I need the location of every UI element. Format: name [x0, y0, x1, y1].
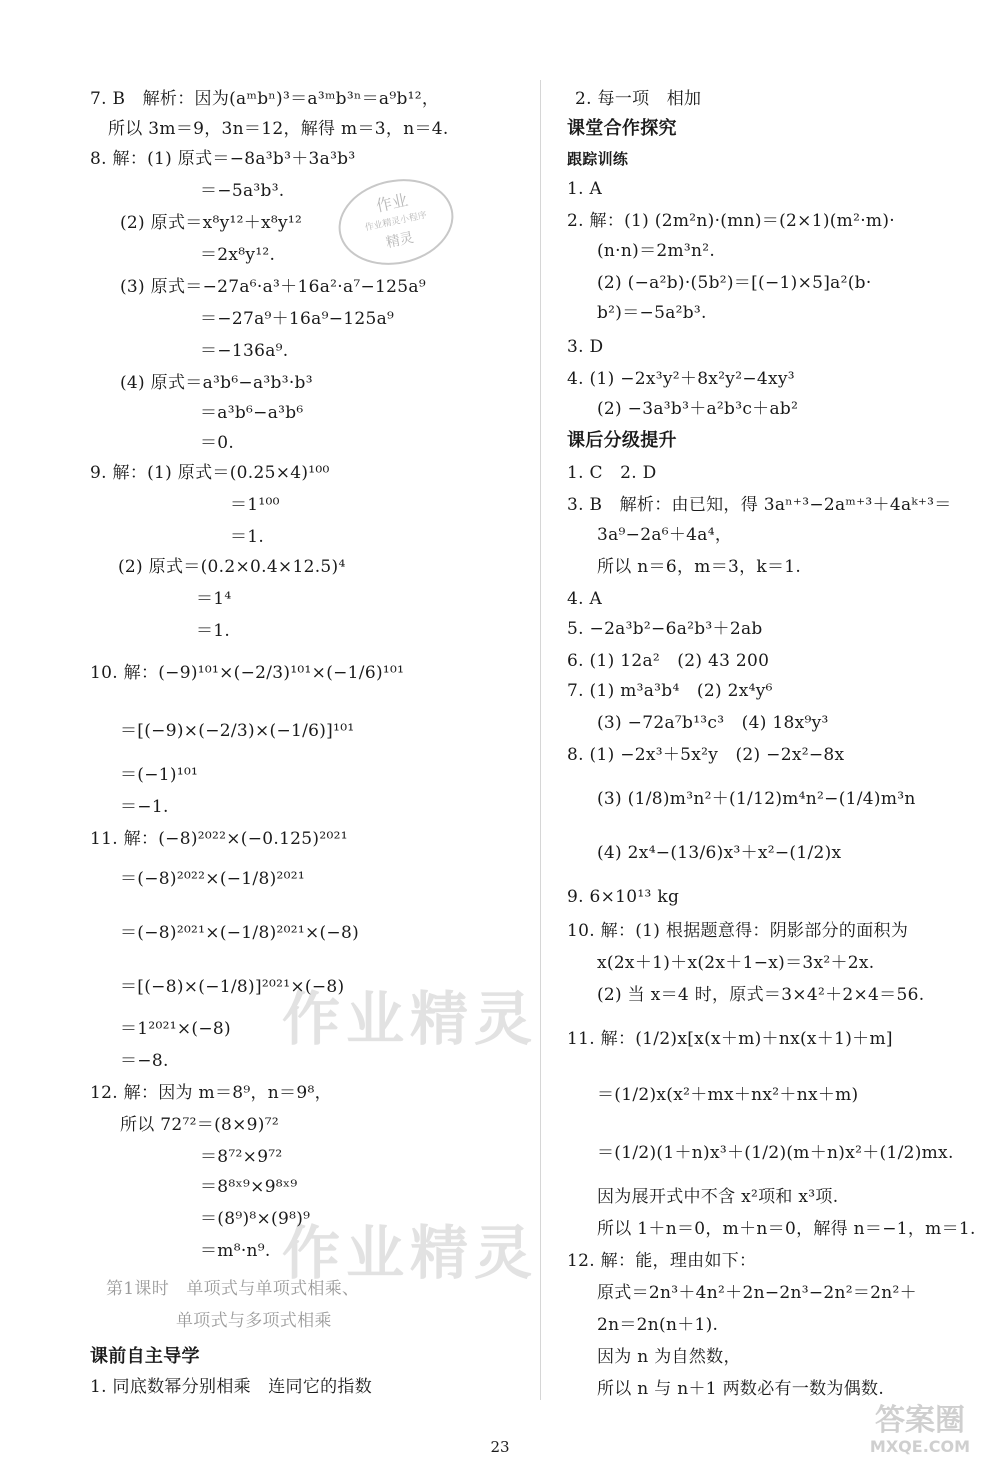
- answer-line: 11. 解：(1/2)x[x(x＋m)＋nx(x＋1)＋m]: [567, 1029, 893, 1049]
- answer-line: (2) −3a³b³＋a²b³c＋ab²: [597, 399, 799, 419]
- answer-line: ＝−136a⁹.: [200, 341, 289, 361]
- answer-line: ＝1⁴: [196, 589, 232, 609]
- answer-line: x(2x＋1)＋x(2x＋1−x)＝3x²＋2x.: [597, 953, 875, 973]
- answer-line: ＝1.: [230, 527, 265, 547]
- answer-line: 1. 同底数幂分别相乘 连同它的指数: [90, 1377, 373, 1397]
- answer-line: ＝1.: [196, 621, 231, 641]
- answer-line: ＝[(−9)×(−2/3)×(−1/6)]¹⁰¹: [120, 721, 355, 741]
- answer-line: (2) 原式＝x⁸y¹²＋x⁸y¹²: [120, 213, 303, 233]
- answer-line: ＝8⁷²×9⁷²: [200, 1147, 283, 1167]
- answer-line: ＝1²⁰²¹×(−8): [120, 1019, 231, 1039]
- answer-line: 所以 n 与 n＋1 两数必有一数为偶数.: [597, 1379, 885, 1399]
- answer-line: 9. 解：(1) 原式＝(0.25×4)¹⁰⁰: [90, 463, 330, 483]
- answer-line: 3. B 解析：由已知，得 3aⁿ⁺³−2aᵐ⁺³＋4aᵏ⁺³＝: [567, 495, 952, 515]
- stamp-line-2: 作业精灵小程序: [364, 210, 428, 234]
- answer-line: ＝(−8)²⁰²²×(−1/8)²⁰²¹: [120, 869, 305, 889]
- answer-line: 9. 6×10¹³ kg: [567, 887, 680, 907]
- answer-line: ＝(8⁹)⁸×(9⁸)⁹: [200, 1209, 311, 1229]
- answer-line: 2. 每一项 相加: [575, 89, 702, 109]
- answer-line: ＝−5a³b³.: [200, 181, 285, 201]
- answer-line: 所以 72⁷²＝(8×9)⁷²: [120, 1115, 279, 1135]
- subheading-practice: 跟踪训练: [567, 150, 629, 168]
- stamp-line-3: 精灵: [384, 229, 416, 252]
- watermark-1: 作业精灵: [282, 985, 539, 1053]
- answer-line: (4) 2x⁴−(13/6)x³＋x²−(1/2)x: [597, 843, 842, 863]
- lesson-title-line-2: 单项式与多项式相乘: [176, 1311, 332, 1331]
- answer-line: (3) (1/8)m³n²＋(1/12)m⁴n²−(1/4)m³n: [597, 789, 916, 809]
- answer-line: 12. 解：能，理由如下：: [567, 1251, 757, 1271]
- answer-line: ＝−1.: [120, 797, 169, 817]
- answer-line: (n·n)＝2m³n².: [597, 241, 716, 261]
- site-logo-url: MXQE.COM: [869, 1437, 971, 1456]
- answer-line: 6. (1) 12a² (2) 43 200: [567, 651, 770, 671]
- answer-line: ＝−8.: [120, 1051, 169, 1071]
- answer-line: 所以 n＝6，m＝3，k＝1.: [597, 557, 802, 577]
- answer-line: 11. 解：(−8)²⁰²²×(−0.125)²⁰²¹: [90, 829, 348, 849]
- homework-stamp: [331, 169, 462, 275]
- answer-line: ＝(−1)¹⁰¹: [120, 765, 199, 785]
- answer-line: 所以 1＋n＝0，m＋n＝0，解得 n＝−1，m＝1.: [597, 1219, 976, 1239]
- answer-line: 7. B 解析：因为(aᵐbⁿ)³＝a³ᵐb³ⁿ＝a⁹b¹²，: [90, 89, 440, 109]
- answer-line: ＝8⁸ˣ⁹×9⁸ˣ⁹: [200, 1177, 298, 1197]
- answer-line: 4. (1) −2x³y²＋8x²y²−4xy³: [567, 369, 795, 389]
- answer-line: 12. 解：因为 m＝8⁹，n＝9⁸，: [90, 1083, 332, 1103]
- answer-line: (4) 原式＝a³b⁶−a³b³·b³: [120, 373, 313, 393]
- stamp-line-1: 作业: [374, 190, 410, 216]
- answer-line: 5. −2a³b²−6a²b³＋2ab: [567, 619, 763, 639]
- answer-line: 2n＝2n(n＋1).: [597, 1315, 719, 1335]
- page-number: 23: [490, 1438, 510, 1456]
- section-heading-class: 课堂合作探究: [567, 118, 677, 139]
- answer-line: (2) 原式＝(0.2×0.4×12.5)⁴: [118, 557, 346, 577]
- answer-line: ＝2x⁸y¹².: [200, 245, 276, 265]
- answer-line: 8. (1) −2x³＋5x²y (2) −2x²−8x: [567, 745, 845, 765]
- answer-line: ＝a³b⁶−a³b⁶: [200, 403, 304, 423]
- answer-line: ＝(−8)²⁰²¹×(−1/8)²⁰²¹×(−8): [120, 923, 360, 943]
- answer-line: 所以 3m＝9，3n＝12，解得 m＝3，n＝4.: [108, 119, 449, 139]
- answer-line: b²)＝−5a²b³.: [597, 303, 707, 323]
- section-heading-preview: 课前自主导学: [90, 1346, 200, 1367]
- answer-line: 2. 解：(1) (2m²n)·(mn)＝(2×1)(m²·m)·: [567, 211, 895, 231]
- section-heading-after: 课后分级提升: [567, 430, 677, 451]
- answer-line: ＝−27a⁹＋16a⁹−125a⁹: [200, 309, 395, 329]
- answer-line: 因为展开式中不含 x²项和 x³项.: [597, 1187, 839, 1207]
- site-logo: [850, 1405, 990, 1463]
- answer-line: ＝(1/2)(1＋n)x³＋(1/2)(m＋n)x²＋(1/2)mx.: [597, 1143, 954, 1163]
- answer-line: 1. A: [567, 179, 603, 199]
- answer-line: (2) (−a²b)·(5b²)＝[(−1)×5]a²(b·: [597, 273, 872, 293]
- answer-line: ＝(1/2)x(x²＋mx＋nx²＋nx＋m): [597, 1085, 859, 1105]
- answer-line: 原式＝2n³＋4n²＋2n−2n³−2n²＝2n²＋: [597, 1283, 917, 1303]
- answer-line: 3a⁹−2a⁶＋4a⁴，: [597, 525, 733, 545]
- answer-line: 10. 解：(−9)¹⁰¹×(−2/3)¹⁰¹×(−1/6)¹⁰¹: [90, 663, 405, 683]
- answer-line: 8. 解：(1) 原式＝−8a³b³＋3a³b³: [90, 149, 356, 169]
- answer-line: 10. 解：(1) 根据题意得：阴影部分的面积为: [567, 921, 909, 941]
- answer-line: 7. (1) m³a³b⁴ (2) 2x⁴y⁶: [567, 681, 773, 701]
- answer-line: 4. A: [567, 589, 603, 609]
- answer-line: 1. C 2. D: [567, 463, 657, 483]
- answer-line: ＝[(−8)×(−1/8)]²⁰²¹×(−8): [120, 977, 345, 997]
- answer-line: 3. D: [567, 337, 604, 357]
- answer-line: (2) 当 x＝4 时，原式＝3×4²＋2×4＝56.: [597, 985, 925, 1005]
- answer-line: ＝0.: [200, 433, 235, 453]
- column-divider: [540, 80, 541, 1400]
- answer-line: ＝1¹⁰⁰: [230, 495, 280, 515]
- answer-line: (3) 原式＝−27a⁶·a³＋16a²·a⁷−125a⁹: [120, 277, 426, 297]
- lesson-title-line-1: 第1课时 单项式与单项式相乘、: [106, 1279, 360, 1299]
- answer-line: ＝m⁸·n⁹.: [200, 1241, 271, 1261]
- watermark-2: 作业精灵: [282, 1219, 539, 1287]
- answer-line: 因为 n 为自然数，: [597, 1347, 741, 1367]
- answer-line: (3) −72a⁷b¹³c³ (4) 18x⁹y³: [597, 713, 829, 733]
- site-logo-title: 答案圈: [875, 1403, 965, 1438]
